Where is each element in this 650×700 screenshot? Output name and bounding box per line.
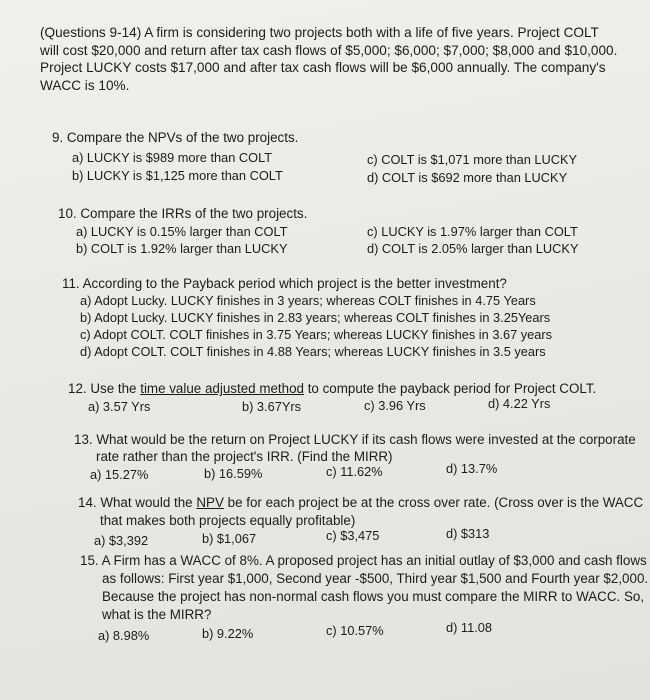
q10-stem: 10. Compare the IRRs of the two projects. [58, 206, 308, 221]
q14-stem-underlined: NPV [196, 495, 224, 510]
q12-option-d: d) 4.22 Yrs [488, 396, 551, 411]
q14-option-d: d) $313 [446, 526, 490, 541]
q14-option-c: c) $3,475 [326, 528, 380, 543]
q12-stem-pre: 12. Use the [68, 381, 141, 396]
q14-stem-line-1 [78, 495, 643, 511]
q14-stem-line-2: that makes both projects equally profitable) [100, 513, 356, 528]
q13-option-a: a) 15.27% [90, 467, 149, 482]
intro-line-1: (Questions 9-14) A firm is considering two projects both with a life of five years. Project COLT [40, 25, 599, 40]
q12-stem [68, 381, 596, 397]
q13-stem-line-2: rate rather than the project's IRR. (Find the MIRR) [96, 449, 393, 464]
q14-stem-pre: 14. What would the [78, 495, 197, 510]
q11-option-b: b) Adopt Lucky. LUCKY finishes in 2.83 years; whereas COLT finishes in 3.25Years [80, 310, 551, 325]
q10-option-c: c) LUCKY is 1.97% larger than COLT [367, 224, 578, 239]
q14-option-b: b) $1,067 [202, 531, 257, 546]
q15-stem-line-2: as follows: First year $1,000, Second year -$500, Third year $1,500 and Fourth year $2,000. [102, 571, 649, 586]
q10-option-a: a) LUCKY is 0.15% larger than COLT [76, 224, 288, 239]
intro-line-4: WACC is 10%. [40, 77, 130, 93]
intro-paragraph [40, 24, 640, 94]
q9-option-c: c) COLT is $1,071 more than LUCKY [367, 152, 578, 167]
q13-stem-line-1: 13. What would be the return on Project LUCKY if its cash flows were invested at the corporate [74, 432, 636, 447]
q9-option-d: d) COLT is $692 more than LUCKY [367, 170, 568, 185]
q14-stem-post: be for each project be at the cross over rate. (Cross over is the WACC [223, 495, 644, 510]
q11-option-a: a) Adopt Lucky. LUCKY finishes in 3 years; whereas COLT finishes in 4.75 Years [80, 293, 536, 308]
q9-stem: 9. Compare the NPVs of the two projects. [52, 130, 299, 145]
q11-option-d: d) Adopt COLT. COLT finishes in 4.88 Years; whereas LUCKY finishes in 3.5 years [80, 344, 546, 359]
intro-line-3: Project LUCKY costs $17,000 and after tax cash flows will be $6,000 annually. The company's [40, 60, 606, 76]
q15-option-d: d) 11.08 [446, 620, 493, 635]
q11-stem: 11. According to the Payback period which project is the better investment? [62, 276, 507, 291]
q10-option-d: d) COLT is 2.05% larger than LUCKY [367, 241, 579, 256]
q15-option-a: a) 8.98% [98, 628, 150, 643]
q15-stem-line-4: what is the MIRR? [102, 607, 212, 622]
q15-stem-line-3: Because the project has non-normal cash flows you must compare the MIRR to WACC. So, [102, 589, 645, 604]
q15-option-b: b) 9.22% [202, 626, 254, 641]
q9-option-a: a) LUCKY is $989 more than COLT [72, 150, 273, 165]
q15-option-c: c) 10.57% [326, 623, 384, 638]
intro-line-2: will cost $20,000 and return after tax cash flows of $5,000; $6,000; $7,000; $8,000 and $10,000. [40, 42, 618, 58]
q10-option-b: b) COLT is 1.92% larger than LUCKY [76, 241, 288, 256]
q12-option-b: b) 3.67Yrs [242, 399, 302, 414]
q14-option-a: a) $3,392 [94, 533, 149, 548]
q13-option-c: c) 11.62% [326, 464, 383, 479]
q12-stem-post: to compute the payback period for Project COLT. [303, 381, 597, 396]
q15-stem-line-1: 15. A Firm has a WACC of 8%. A proposed project has an initial outlay of $3,000 and cash flows [80, 553, 647, 568]
q12-option-a: a) 3.57 Yrs [88, 399, 151, 414]
q12-stem-underlined: time value adjusted method [140, 381, 304, 396]
q9-option-b: b) LUCKY is $1,125 more than COLT [72, 168, 283, 183]
q11-option-c: c) Adopt COLT. COLT finishes in 3.75 Years; whereas LUCKY finishes in 3.67 years [80, 327, 553, 342]
q13-option-b: b) 16.59% [204, 466, 263, 481]
q13-option-d: d) 13.7% [446, 461, 498, 476]
q12-option-c: c) 3.96 Yrs [364, 398, 426, 413]
